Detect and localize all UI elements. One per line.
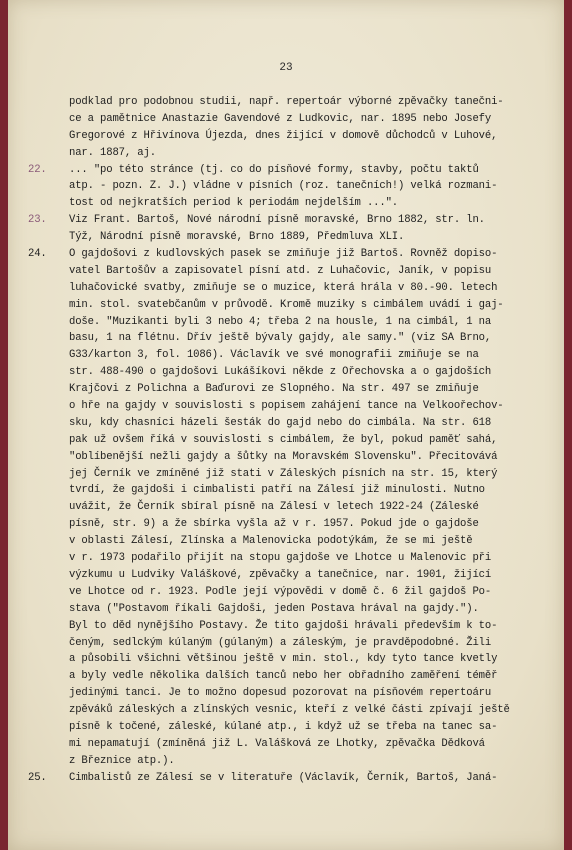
footnote-start-line (28, 246, 548, 263)
line-text: Byl to děd nynějšího Postavy. Že tito gajdoši hrávali především k to- (69, 619, 498, 632)
line-text: mi nepamatují (zmíněná již L. Valášková ze Lhotky, zpěvačka Dědková (69, 737, 485, 750)
line-text: pak už ovšem říká v souvislosti s cimbálem, že byl, pokud paměť sahá, (69, 433, 498, 446)
line-text: jedinými tanci. Je to možno dopesud pozorovat na písňovém repertoáru (69, 687, 492, 700)
line-text: doše. "Muzikanti byli 3 nebo 4; třeba 2 na housle, 1 na cimbál, 1 na (69, 315, 492, 328)
line-text: Krajčovi z Polichna a Baďurovi ze Slopného. Na str. 497 se zmiňuje (69, 383, 479, 396)
text-line (28, 280, 548, 297)
footnotes-text (28, 94, 548, 787)
line-text: Cimbalistů ze Zálesí se v literatuře (Václavík, Černík, Bartoš, Janá- (69, 771, 498, 784)
line-text: "oblíbenější nežli gajdy a šůtky na Moravském Slovensku". Přecitovává (69, 450, 498, 463)
text-line (28, 719, 548, 736)
line-text: stava ("Postavom říkali Gajdoši, jeden Postava hrával na gajdy."). (69, 602, 479, 615)
text-line (28, 685, 548, 702)
line-text: sku, kdy chasníci házeli šesták do gajd nebo do cimbála. Na str. 618 (69, 416, 492, 429)
text-line (28, 229, 548, 246)
text-line (28, 195, 548, 212)
text-line (28, 651, 548, 668)
text-line (28, 314, 548, 331)
line-text: a byly vedle několika dalších tanců nebo her obřadního zaměření téměř (69, 670, 498, 683)
footnote-start-line (28, 162, 548, 179)
text-line (28, 398, 548, 415)
footnote-number: 25. (28, 771, 47, 784)
text-line (28, 550, 548, 567)
footnote-start-line (28, 212, 548, 229)
line-text: ve Lhotce od r. 1923. Podle její výpovědi v domě č. 6 žil gajdoš Po- (69, 585, 492, 598)
text-line (28, 668, 548, 685)
text-line (28, 145, 548, 162)
line-text: uvážit, že Černík sbíral písně na Zálesí v letech 1922-24 (Záleské (69, 501, 479, 514)
line-text: tost od nejkratších period k periodám nejdelším ...". (69, 197, 398, 210)
line-text: G33/karton 3, fol. 1086). Václavík ve své monografii zmiňuje se na (69, 349, 479, 362)
line-text: písně, str. 9) a že sbírka vyšla až v r. 1957. Pokud jde o gajdoše (69, 518, 479, 531)
text-line (28, 111, 548, 128)
text-line (28, 466, 548, 483)
footnote-number: 22. (28, 163, 47, 176)
document-page (8, 0, 564, 850)
line-text: o hře na gajdy v souvislosti s popisem zahájení tance na Velkoořechov- (69, 400, 504, 413)
text-line (28, 736, 548, 753)
line-text: O gajdošovi z kudlovských pasek se zmiňuje již Bartoš. Rovněž dopiso- (69, 248, 498, 261)
text-line (28, 584, 548, 601)
line-text: výzkumu u Ludviky Valáškové, zpěvačky a tanečnice, nar. 1901, žijící (69, 568, 492, 581)
page-number: 23 (279, 62, 293, 74)
text-line (28, 753, 548, 770)
text-line (28, 415, 548, 432)
text-line (28, 482, 548, 499)
line-text: ce a pamětnice Anastazie Gavendové z Ludkovic, nar. 1895 nebo Josefy (69, 112, 492, 125)
text-line (28, 432, 548, 449)
text-line (28, 381, 548, 398)
text-line (28, 364, 548, 381)
line-text: min. stol. svatebčanům v průvodě. Kromě muziky s cimbálem uvádí i gaj- (69, 298, 504, 311)
footnote-start-line (28, 770, 548, 787)
line-text: čeným, sedlckým kúlaným (gúlaným) a záleským, je pravděpodobné. Žili (69, 636, 492, 649)
line-text: v oblasti Zálesí, Zlínska a Malenovicka podotýkám, že se mi ještě (69, 535, 473, 548)
text-line (28, 449, 548, 466)
text-line (28, 263, 548, 280)
line-text: vatel Bartošův a zapisovatel písní atd. z Luhačovic, Janík, v popisu (69, 264, 492, 277)
text-line (28, 94, 548, 111)
line-text: jej Černík ve zmíněné již stati v Záleských písních na str. 15, který (69, 467, 498, 480)
text-line (28, 178, 548, 195)
line-text: Viz Frant. Bartoš, Nové národní písně moravské, Brno 1882, str. ln. (69, 214, 485, 227)
text-line (28, 618, 548, 635)
text-line (28, 499, 548, 516)
line-text: tvrdí, že gajdoši i cimbalisti patří na Zálesí již minulosti. Nutno (69, 484, 485, 497)
line-text: zpěváků záleských a zlínských vesnic, kteří z velké části zpívají ještě (69, 704, 510, 717)
line-text: str. 488-490 o gajdošovi Lukášíkovi někde z Ořechovska a o gajdoších (69, 366, 492, 379)
text-line (28, 297, 548, 314)
line-text: podklad pro podobnou studii, např. repertoár výborné zpěvačky tanečni- (69, 96, 504, 108)
footnote-number: 23. (28, 214, 47, 227)
line-text: Gregorové z Hřivínova Újezda, dnes žijící v domově důchodců v Luhové, (69, 129, 498, 142)
line-text: atp. - pozn. Z. J.) vládne v písních (roz. tanečních!) velká rozmani- (69, 180, 498, 193)
text-line (28, 702, 548, 719)
line-text: Týž, Národní písně moravské, Brno 1889, Předmluva XLI. (69, 231, 405, 244)
text-line (28, 128, 548, 145)
line-text: nar. 1887, aj. (69, 146, 156, 159)
line-text: basu, 1 na flétnu. Dřív ještě bývaly gajdy, ale samy." (viz SA Brno, (69, 332, 492, 345)
text-line (28, 601, 548, 618)
text-line (28, 347, 548, 364)
footnote-number: 24. (28, 248, 47, 261)
line-text: v r. 1973 podařilo přijít na stopu gajdoše ve Lhotce u Malenovic při (69, 552, 492, 565)
text-line (28, 330, 548, 347)
line-text: luhačovické svatby, zmiňuje se o muzice, která hrála v 80.-90. letech (69, 281, 498, 294)
line-text: a působili všichni většinou ještě v min. stol., kdy tyto tance kvetly (69, 653, 498, 666)
line-text: písně k točené, záleské, kúlané atp., i když už se třeba na tanec sa- (69, 720, 498, 733)
text-line (28, 516, 548, 533)
text-line (28, 533, 548, 550)
text-line (28, 567, 548, 584)
text-line (28, 635, 548, 652)
line-text: z Březnice atp.). (69, 754, 175, 767)
line-text: ... "po této stránce (tj. co do písňové formy, stavby, počtu taktů (69, 163, 479, 176)
